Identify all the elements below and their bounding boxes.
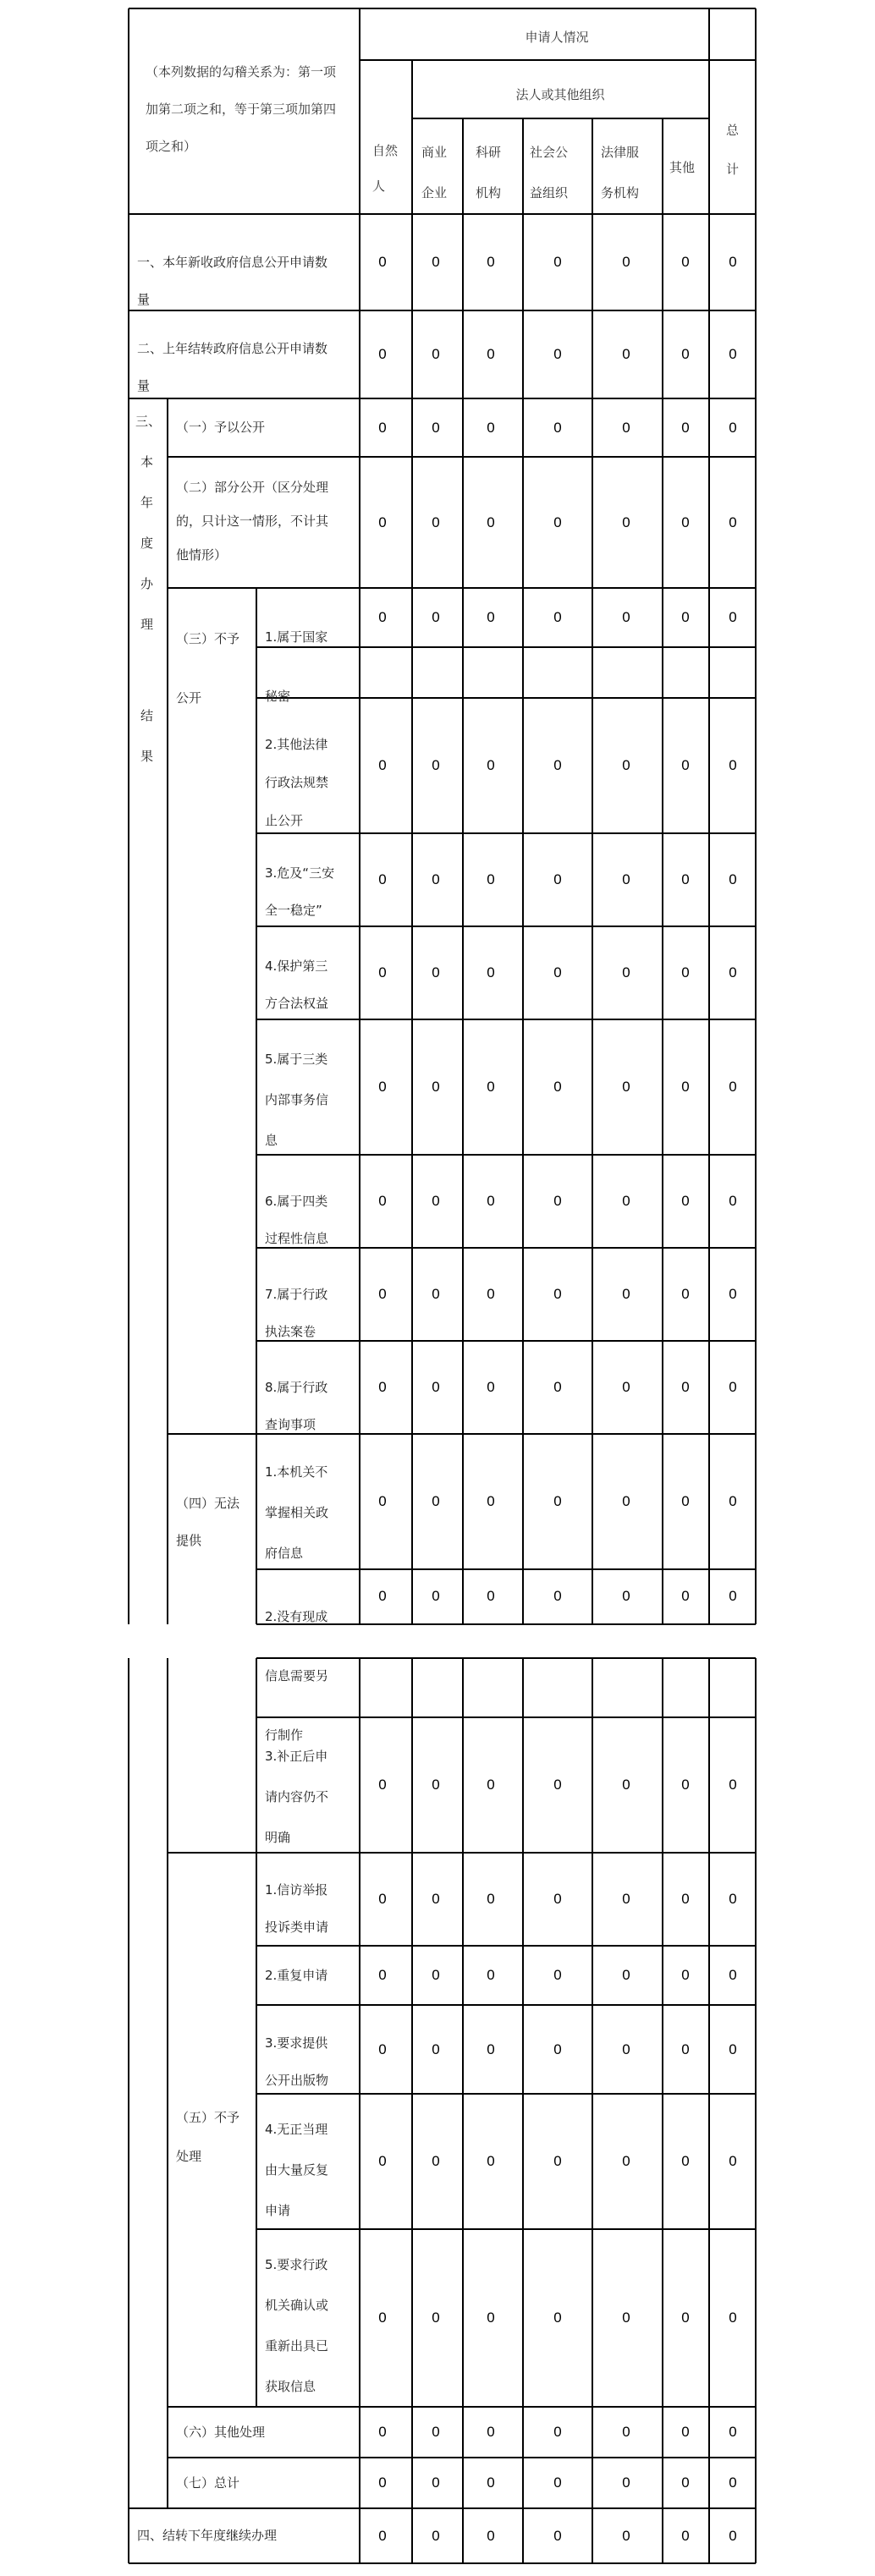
value-cell: 0 <box>432 346 440 362</box>
value-cell: 0 <box>487 1588 495 1604</box>
row-item-label: 掌握相关政 <box>265 1505 329 1520</box>
value-cell: 0 <box>553 2474 562 2491</box>
grid-line <box>592 1658 593 2563</box>
value-cell: 0 <box>681 1493 690 1509</box>
grid-line <box>256 2093 756 2095</box>
value-cell: 0 <box>729 2310 737 2326</box>
table-left-border <box>128 8 129 1624</box>
header-note: 项之和） <box>146 140 197 154</box>
value-cell: 0 <box>487 1079 495 1095</box>
value-cell: 0 <box>729 609 737 625</box>
total-header: 计 <box>726 162 740 177</box>
value-cell: 0 <box>553 2527 562 2544</box>
value-cell: 0 <box>553 609 562 625</box>
section-3-title-char: 理 <box>140 617 154 632</box>
value-cell: 0 <box>378 1193 387 1209</box>
grid-line <box>256 1657 756 1659</box>
group-4-label: （四）无法 <box>176 1496 240 1511</box>
legal-service-header: 法律服 <box>601 145 640 160</box>
value-cell: 0 <box>622 2474 630 2491</box>
value-cell: 0 <box>553 1379 562 1395</box>
value-cell: 0 <box>432 1891 440 1907</box>
value-cell: 0 <box>432 871 440 887</box>
grid-line <box>256 1945 756 1947</box>
natural-person-header: 自然 <box>372 143 399 158</box>
grid-line <box>411 1658 413 2563</box>
value-cell: 0 <box>432 1777 440 1793</box>
value-cell: 0 <box>622 609 630 625</box>
value-cell: 0 <box>378 2424 387 2440</box>
value-cell: 0 <box>378 254 387 270</box>
row-item-label: 公开出版物 <box>265 2073 329 2088</box>
value-cell: 0 <box>378 609 387 625</box>
grid-line <box>662 1658 663 2563</box>
group-5-label: 处理 <box>176 2149 202 2164</box>
group-line <box>168 587 256 589</box>
value-cell: 0 <box>729 2153 737 2169</box>
value-cell: 0 <box>553 254 562 270</box>
value-cell: 0 <box>432 2040 440 2057</box>
value-cell: 0 <box>729 2424 737 2440</box>
value-cell: 0 <box>729 1079 737 1095</box>
section-2-title: 量 <box>137 378 151 393</box>
value-cell: 0 <box>432 2310 440 2326</box>
commercial-enterprise-header: 企业 <box>421 185 448 200</box>
value-cell: 0 <box>553 1967 562 1983</box>
grid-line <box>256 1658 257 2407</box>
grid-line <box>708 1658 710 2563</box>
value-cell: 0 <box>378 1286 387 1302</box>
value-cell: 0 <box>432 2474 440 2491</box>
row-item-label: 府信息 <box>265 1546 304 1561</box>
grid-line <box>256 1019 756 1020</box>
value-cell: 0 <box>553 1588 562 1604</box>
grid-line <box>256 2004 756 2006</box>
value-cell: 0 <box>378 1967 387 1983</box>
value-cell: 0 <box>622 1891 630 1907</box>
value-cell: 0 <box>553 1193 562 1209</box>
social-welfare-header: 益组织 <box>530 185 569 200</box>
value-cell: 0 <box>681 1193 690 1209</box>
row-item-label: 秘密 <box>265 689 291 704</box>
group-1-label: （一）予以公开 <box>176 420 266 435</box>
value-cell: 0 <box>432 1967 440 1983</box>
grid-line <box>592 118 593 1624</box>
value-cell: 0 <box>378 2153 387 2169</box>
value-cell: 0 <box>622 2310 630 2326</box>
grid-line <box>359 1658 360 2563</box>
value-cell: 0 <box>553 1891 562 1907</box>
row-item-label: 3.补正后申 <box>265 1749 328 1764</box>
row-item-label: 全一稳定” <box>265 903 322 918</box>
row-item-label: 内部事务信 <box>265 1092 329 1107</box>
value-cell: 0 <box>681 514 690 530</box>
grid-line <box>256 588 257 1624</box>
value-cell: 0 <box>553 964 562 980</box>
value-cell: 0 <box>378 871 387 887</box>
value-cell: 0 <box>378 1079 387 1095</box>
value-cell: 0 <box>378 1891 387 1907</box>
value-cell: 0 <box>729 871 737 887</box>
value-cell: 0 <box>487 419 495 436</box>
value-cell: 0 <box>553 1777 562 1793</box>
table-top-border <box>709 8 756 9</box>
value-cell: 0 <box>622 1588 630 1604</box>
value-cell: 0 <box>432 2527 440 2544</box>
section-3-title-char: 度 <box>140 536 154 551</box>
value-cell: 0 <box>553 1493 562 1509</box>
value-cell: 0 <box>432 1286 440 1302</box>
row-item-label: 明确 <box>265 1830 291 1845</box>
value-cell: 0 <box>553 2040 562 2057</box>
value-cell: 0 <box>681 1379 690 1395</box>
value-cell: 0 <box>432 964 440 980</box>
grid-line <box>708 8 710 1624</box>
value-cell: 0 <box>432 419 440 436</box>
value-cell: 0 <box>553 419 562 436</box>
section-3-title-char: 年 <box>140 495 154 510</box>
grid-line <box>167 1658 168 2508</box>
group-3-label: 公开 <box>176 690 202 706</box>
row-item-label: 方合法权益 <box>265 996 329 1011</box>
value-cell: 0 <box>622 2040 630 2057</box>
value-cell: 0 <box>378 346 387 362</box>
table-right-border <box>755 8 757 1624</box>
value-cell: 0 <box>622 1079 630 1095</box>
row-item-label: 行制作 <box>265 1727 304 1743</box>
value-cell: 0 <box>622 346 630 362</box>
other-header: 其他 <box>669 160 696 175</box>
value-cell: 0 <box>622 1193 630 1209</box>
value-cell: 0 <box>729 1967 737 1983</box>
row-item-label: 2.没有现成 <box>265 1609 328 1624</box>
value-cell: 0 <box>681 254 690 270</box>
value-cell: 0 <box>378 2527 387 2544</box>
value-cell: 0 <box>432 609 440 625</box>
value-cell: 0 <box>378 964 387 980</box>
value-cell: 0 <box>622 1286 630 1302</box>
value-cell: 0 <box>622 419 630 436</box>
row-item-label: 执法案卷 <box>265 1324 316 1339</box>
value-cell: 0 <box>681 346 690 362</box>
value-cell: 0 <box>487 609 495 625</box>
grid-line <box>256 1247 756 1249</box>
header-line <box>412 118 709 119</box>
row-item-label: 止公开 <box>265 813 304 828</box>
row-item-label: 请内容仍不 <box>265 1789 329 1804</box>
row-item-label: 4.无正当理 <box>265 2122 328 2137</box>
value-cell: 0 <box>378 1588 387 1604</box>
value-cell: 0 <box>622 254 630 270</box>
value-cell: 0 <box>487 757 495 773</box>
section-4-title: 四、结转下年度继续办理 <box>137 2528 278 2543</box>
value-cell: 0 <box>487 514 495 530</box>
row-item-label: 6.属于四类 <box>265 1194 328 1209</box>
value-cell: 0 <box>729 419 737 436</box>
section-1-title: 一、本年新收政府信息公开申请数 <box>137 255 328 270</box>
header-note: （本列数据的勾稽关系为：第一项 <box>146 65 337 80</box>
value-cell: 0 <box>729 1588 737 1604</box>
value-cell: 0 <box>681 2474 690 2491</box>
row-item-label: 4.保护第三 <box>265 958 328 974</box>
value-cell: 0 <box>622 2424 630 2440</box>
value-cell: 0 <box>487 1967 495 1983</box>
value-cell: 0 <box>378 1493 387 1509</box>
grid-line <box>256 1623 756 1625</box>
table-right-border <box>755 1658 757 2563</box>
row-item-label: 1.信访举报 <box>265 1882 328 1898</box>
commercial-enterprise-header: 商业 <box>421 145 448 160</box>
section-3-title-char: 果 <box>140 749 154 764</box>
group-2-label: 他情形） <box>176 547 228 563</box>
grid-line <box>256 1340 756 1342</box>
grid-line <box>167 398 168 1624</box>
value-cell: 0 <box>432 514 440 530</box>
social-welfare-header: 社会公 <box>530 145 569 160</box>
value-cell: 0 <box>487 1379 495 1395</box>
value-cell: 0 <box>378 1379 387 1395</box>
value-cell: 0 <box>432 2424 440 2440</box>
group-6-label: （六）其他处理 <box>176 2425 266 2440</box>
grid-line <box>256 1716 756 1718</box>
value-cell: 0 <box>681 2040 690 2057</box>
section-3-title-char: 本 <box>140 454 154 470</box>
section-3-title-char: 结 <box>140 708 154 723</box>
grid-line <box>662 118 663 1624</box>
value-cell: 0 <box>432 1193 440 1209</box>
value-cell: 0 <box>681 1777 690 1793</box>
grid-line <box>522 1658 524 2563</box>
row-item-label: 3.危及“三安 <box>265 865 335 881</box>
value-cell: 0 <box>553 871 562 887</box>
grid-line <box>256 1568 756 1570</box>
value-cell: 0 <box>681 757 690 773</box>
row-item-label: 由大量反复 <box>265 2162 329 2178</box>
header-note: 加第二项之和，等于第三项加第四 <box>146 102 337 117</box>
row-item-label: 查询事项 <box>265 1417 316 1432</box>
value-cell: 0 <box>487 2040 495 2057</box>
value-cell: 0 <box>487 2424 495 2440</box>
grid-line <box>256 832 756 834</box>
value-cell: 0 <box>487 1493 495 1509</box>
row-item-label: 3.要求提供 <box>265 2035 328 2051</box>
value-cell: 0 <box>729 1891 737 1907</box>
header-line <box>360 59 756 61</box>
group-2-label: 的，只计这一情形，不计其 <box>176 514 329 529</box>
row-item-label: 获取信息 <box>265 2379 316 2394</box>
row-item-label: 2.重复申请 <box>265 1968 328 1983</box>
row-item-label: 息 <box>265 1133 278 1148</box>
research-institution-header: 科研 <box>476 145 502 160</box>
value-cell: 0 <box>487 2153 495 2169</box>
legal-service-header: 务机构 <box>601 185 640 200</box>
section-3-title-char: 三、 <box>135 414 162 429</box>
value-cell: 0 <box>553 2424 562 2440</box>
group-line <box>168 1852 360 1854</box>
legal-persons-header: 法人或其他组织 <box>515 87 605 102</box>
value-cell: 0 <box>681 964 690 980</box>
value-cell: 0 <box>622 2153 630 2169</box>
table-left-border <box>128 1658 129 2563</box>
research-institution-header: 机构 <box>476 185 502 200</box>
value-cell: 0 <box>681 1079 690 1095</box>
value-cell: 0 <box>729 1777 737 1793</box>
value-cell: 0 <box>487 1193 495 1209</box>
row-item-label: 重新出具已 <box>265 2338 329 2354</box>
grid-line <box>256 925 756 927</box>
grid-line <box>462 1658 464 2563</box>
value-cell: 0 <box>729 254 737 270</box>
value-cell: 0 <box>681 2424 690 2440</box>
value-cell: 0 <box>487 1286 495 1302</box>
value-cell: 0 <box>553 514 562 530</box>
value-cell: 0 <box>553 757 562 773</box>
value-cell: 0 <box>622 964 630 980</box>
row-item-label: 信息需要另 <box>265 1668 329 1683</box>
value-cell: 0 <box>622 1967 630 1983</box>
total-header: 总 <box>726 123 740 138</box>
value-cell: 0 <box>487 254 495 270</box>
value-cell: 0 <box>681 1967 690 1983</box>
value-cell: 0 <box>378 514 387 530</box>
value-cell: 0 <box>432 1379 440 1395</box>
value-cell: 0 <box>729 964 737 980</box>
value-cell: 0 <box>487 1777 495 1793</box>
value-cell: 0 <box>622 871 630 887</box>
value-cell: 0 <box>487 964 495 980</box>
value-cell: 0 <box>729 1286 737 1302</box>
group-7-label: （七）总计 <box>176 2475 240 2491</box>
grid-line <box>359 8 360 1624</box>
value-cell: 0 <box>729 2527 737 2544</box>
value-cell: 0 <box>622 2527 630 2544</box>
grid-line <box>256 646 756 648</box>
row-item-label: 1.属于国家 <box>265 629 328 645</box>
value-cell: 0 <box>729 1493 737 1509</box>
value-cell: 0 <box>432 2153 440 2169</box>
value-cell: 0 <box>681 2527 690 2544</box>
group-line <box>168 1433 360 1435</box>
value-cell: 0 <box>378 2474 387 2491</box>
row-item-label: 2.其他法律 <box>265 737 328 752</box>
row-item-label: 7.属于行政 <box>265 1287 328 1302</box>
row-item-label: 5.属于三类 <box>265 1052 328 1067</box>
grid-line <box>411 60 413 1624</box>
grid-line <box>256 697 756 699</box>
value-cell: 0 <box>432 1588 440 1604</box>
value-cell: 0 <box>553 1079 562 1095</box>
value-cell: 0 <box>378 2310 387 2326</box>
value-cell: 0 <box>487 1891 495 1907</box>
section-1-title: 量 <box>137 292 151 307</box>
group-2-label: （二）部分公开（区分处理 <box>176 480 329 495</box>
grid-line <box>462 118 464 1624</box>
group-5-label: （五）不予 <box>176 2110 240 2125</box>
value-cell: 0 <box>553 346 562 362</box>
table-top-border <box>129 8 756 9</box>
row-item-label: 过程性信息 <box>265 1231 329 1246</box>
value-cell: 0 <box>622 757 630 773</box>
section-3-title-char: 办 <box>140 576 154 591</box>
value-cell: 0 <box>622 1493 630 1509</box>
value-cell: 0 <box>729 514 737 530</box>
value-cell: 0 <box>487 2474 495 2491</box>
row-item-label: 投诉类申请 <box>265 1920 329 1935</box>
row-item-label: 1.本机关不 <box>265 1464 328 1480</box>
row-item-label: 申请 <box>265 2203 291 2218</box>
value-cell: 0 <box>553 2153 562 2169</box>
section-2-title: 二、上年结转政府信息公开申请数 <box>137 341 328 356</box>
value-cell: 0 <box>378 2040 387 2057</box>
value-cell: 0 <box>553 2310 562 2326</box>
row-item-label: 行政法规禁 <box>265 775 329 790</box>
value-cell: 0 <box>681 419 690 436</box>
value-cell: 0 <box>378 419 387 436</box>
row-item-label: 8.属于行政 <box>265 1380 328 1395</box>
value-cell: 0 <box>681 1286 690 1302</box>
value-cell: 0 <box>681 609 690 625</box>
value-cell: 0 <box>432 757 440 773</box>
value-cell: 0 <box>622 1777 630 1793</box>
value-cell: 0 <box>729 346 737 362</box>
grid-line <box>522 118 524 1624</box>
value-cell: 0 <box>729 757 737 773</box>
value-cell: 0 <box>729 1379 737 1395</box>
value-cell: 0 <box>681 2310 690 2326</box>
value-cell: 0 <box>681 2153 690 2169</box>
grid-line <box>256 1154 756 1156</box>
row-item-label: 5.要求行政 <box>265 2257 328 2272</box>
value-cell: 0 <box>487 346 495 362</box>
value-cell: 0 <box>729 2474 737 2491</box>
value-cell: 0 <box>729 1193 737 1209</box>
value-cell: 0 <box>378 1777 387 1793</box>
natural-person-header: 人 <box>372 179 386 194</box>
value-cell: 0 <box>622 1379 630 1395</box>
value-cell: 0 <box>487 2310 495 2326</box>
grid-line <box>256 2228 756 2230</box>
row-item-label: 机关确认或 <box>265 2298 329 2313</box>
value-cell: 0 <box>622 514 630 530</box>
value-cell: 0 <box>487 871 495 887</box>
value-cell: 0 <box>487 2527 495 2544</box>
group-4-label: 提供 <box>176 1533 202 1548</box>
value-cell: 0 <box>432 1079 440 1095</box>
value-cell: 0 <box>553 1286 562 1302</box>
group-3-label: （三）不予 <box>176 631 240 646</box>
value-cell: 0 <box>729 2040 737 2057</box>
value-cell: 0 <box>681 1891 690 1907</box>
value-cell: 0 <box>681 1588 690 1604</box>
value-cell: 0 <box>432 254 440 270</box>
value-cell: 0 <box>378 757 387 773</box>
value-cell: 0 <box>681 871 690 887</box>
applicant-situation-header: 申请人情况 <box>525 30 589 45</box>
value-cell: 0 <box>432 1493 440 1509</box>
